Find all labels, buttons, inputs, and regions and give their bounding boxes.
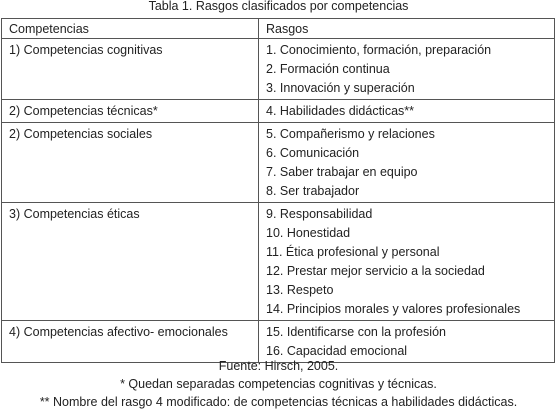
competencia-cell: 2) Competencias sociales xyxy=(2,123,259,203)
header-competencias: Competencias xyxy=(2,19,259,39)
table-row xyxy=(2,123,555,203)
trait-item: 6. Comunicación xyxy=(266,146,360,160)
trait-item: 1. Conocimiento, formación, preparación xyxy=(266,43,492,57)
trait-item: 5. Compañerismo y relaciones xyxy=(266,127,435,141)
trait-item: 10. Honestidad xyxy=(266,226,351,240)
trait-item: 16. Capacidad emocional xyxy=(266,344,408,358)
table-row xyxy=(2,203,555,321)
trait-item: 12. Prestar mejor servicio a la sociedad xyxy=(266,264,485,278)
competencies-table xyxy=(1,18,555,363)
trait-item: 4. Habilidades didácticas** xyxy=(266,104,415,118)
rasgos-cell xyxy=(259,100,555,123)
competencia-cell: 4) Competencias afectivo- emocionales xyxy=(2,321,259,363)
competencia-cell: 2) Competencias técnicas* xyxy=(2,100,259,123)
table-caption: Tabla 1. Rasgos clasificados por competencias xyxy=(148,0,409,13)
rasgos-cell xyxy=(259,203,555,321)
trait-item: 9. Responsabilidad xyxy=(266,207,373,221)
footnote-double-asterisk: ** Nombre del rasgo 4 modificado: de competencias técnicas a habilidades didácticas. xyxy=(39,395,518,409)
trait-item: 2. Formación continua xyxy=(266,62,390,76)
trait-item: 7. Saber trabajar en equipo xyxy=(266,165,418,179)
competencia-cell: 3) Competencias éticas xyxy=(2,203,259,321)
trait-item: 11. Ética profesional y personal xyxy=(266,245,440,259)
table-header-row xyxy=(2,19,555,39)
trait-item: 3. Innovación y superación xyxy=(266,81,415,95)
trait-item: 13. Respeto xyxy=(266,283,334,297)
table-notes xyxy=(0,357,557,411)
trait-item: 15. Identificarse con la profesión xyxy=(266,325,446,339)
header-rasgos: Rasgos xyxy=(259,19,555,39)
competencia-cell: 1) Competencias cognitivas xyxy=(2,39,259,100)
trait-item: 8. Ser trabajador xyxy=(266,184,360,198)
rasgos-cell xyxy=(259,39,555,100)
trait-item: 14. Principios morales y valores profesionales xyxy=(266,302,521,316)
rasgos-cell xyxy=(259,123,555,203)
source-note: Fuente: Hirsch, 2005. xyxy=(218,359,339,373)
footnote-single-asterisk: * Quedan separadas competencias cognitivas y técnicas. xyxy=(120,377,437,391)
table-row xyxy=(2,100,555,123)
table-row xyxy=(2,39,555,100)
